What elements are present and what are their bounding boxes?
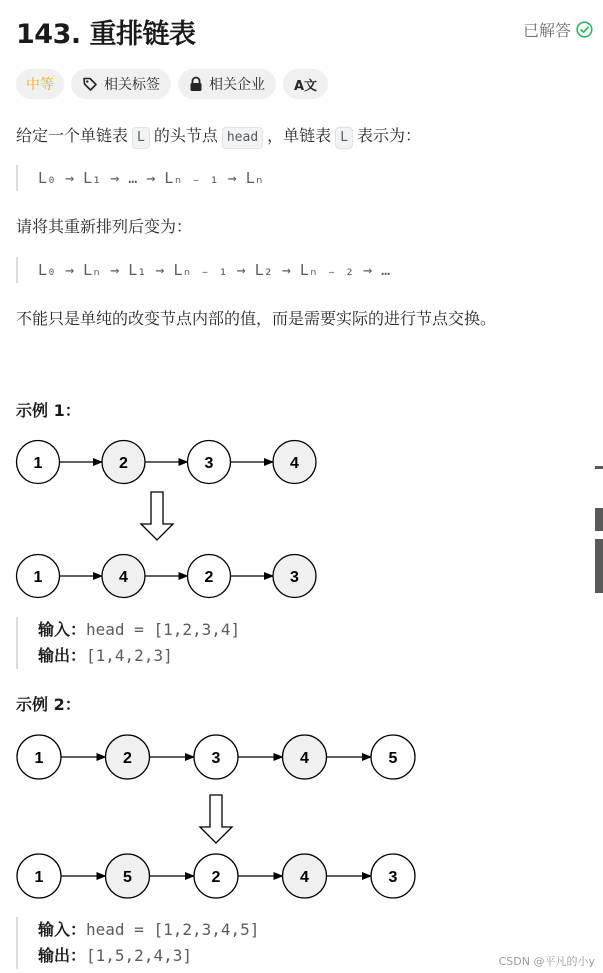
formula-reordered-text: L₀ → Lₙ → L₁ → Lₙ ₋ ₁ → L₂ → Lₙ ₋ ₂ → …	[38, 261, 391, 279]
desc-text-a: 给定一个单链表	[16, 126, 129, 145]
output-value: [1,4,2,3]	[86, 646, 173, 665]
node-value: 2	[204, 569, 214, 586]
input-value: head = [1,2,3,4,5]	[86, 920, 260, 939]
node-value: 3	[388, 869, 398, 886]
example-1-heading: 示例 1：	[16, 401, 81, 420]
output-label: 输出：	[38, 646, 87, 665]
inline-code-head: head	[222, 127, 263, 149]
node-value: 4	[300, 750, 309, 767]
node-value: 5	[388, 750, 398, 767]
desc-text-b: 的头节点	[153, 126, 218, 145]
example-1-io	[16, 617, 240, 669]
example-2-output	[38, 943, 259, 969]
watermark: CSDN @平凡的小y	[498, 955, 595, 968]
output-label: 输出：	[38, 946, 87, 965]
transform-arrow-2	[200, 795, 232, 843]
topics-button[interactable]	[71, 69, 171, 99]
formula-original	[16, 165, 264, 191]
desc-text-d: 表示为：	[357, 126, 422, 145]
lock-icon	[189, 76, 203, 92]
topics-label: 相关标签	[104, 77, 160, 93]
example-2-input	[38, 917, 259, 943]
description-line-1	[16, 123, 421, 149]
description-line-3: 不能只是单纯的改变节点内部的值，而是需要实际的进行节点交换。	[16, 309, 497, 328]
solved-status	[523, 18, 593, 41]
input-label: 输入：	[38, 920, 87, 939]
difficulty-badge[interactable]	[16, 69, 64, 99]
description-line-2: 请将其重新排列后变为：	[16, 217, 193, 236]
example-1-diagram	[14, 436, 334, 606]
node-value: 4	[290, 455, 299, 472]
node-value: 3	[204, 455, 214, 472]
difficulty-label: 中等	[26, 77, 54, 93]
inline-code-l: L	[132, 127, 150, 149]
check-circle-icon	[576, 21, 593, 38]
tag-bar	[16, 69, 328, 99]
node-value: 2	[123, 750, 132, 767]
input-value: head = [1,2,3,4]	[86, 620, 241, 639]
node-value: 1	[34, 869, 44, 886]
transform-arrow-1	[141, 492, 173, 540]
node-value: 3	[290, 569, 299, 586]
node-value: 5	[123, 869, 132, 886]
scrollbar-thumb[interactable]	[595, 539, 603, 593]
node-value: 2	[211, 869, 221, 886]
problem-title: 143. 重排链表	[16, 19, 196, 50]
example-1-output	[38, 643, 240, 669]
translate-icon: A文	[294, 78, 318, 94]
example-1-input	[38, 617, 240, 643]
node-value: 1	[33, 455, 43, 472]
node-value: 1	[33, 569, 43, 586]
example-2-heading: 示例 2：	[16, 695, 81, 714]
solved-status-label: 已解答	[522, 21, 571, 40]
input-label: 输入：	[38, 620, 87, 639]
node-value: 4	[300, 869, 309, 886]
tag-icon	[82, 76, 98, 92]
scroll-mark[interactable]	[595, 508, 603, 531]
node-value: 1	[34, 750, 44, 767]
scroll-mark[interactable]	[595, 466, 603, 469]
node-value: 4	[119, 569, 128, 586]
node-value: 2	[119, 455, 128, 472]
inline-code-l-2: L	[335, 127, 353, 149]
example-2-io	[16, 917, 259, 969]
translate-button[interactable]	[283, 69, 328, 99]
example-2-diagram	[14, 731, 424, 906]
companies-label: 相关企业	[209, 77, 265, 93]
formula-original-text: L₀ → L₁ → … → Lₙ ₋ ₁ → Lₙ	[38, 169, 264, 187]
node-value: 3	[211, 750, 221, 767]
companies-button[interactable]	[178, 69, 276, 99]
formula-reordered	[16, 257, 390, 283]
desc-text-c: ，单链表	[267, 126, 332, 145]
output-value: [1,5,2,4,3]	[86, 946, 192, 965]
